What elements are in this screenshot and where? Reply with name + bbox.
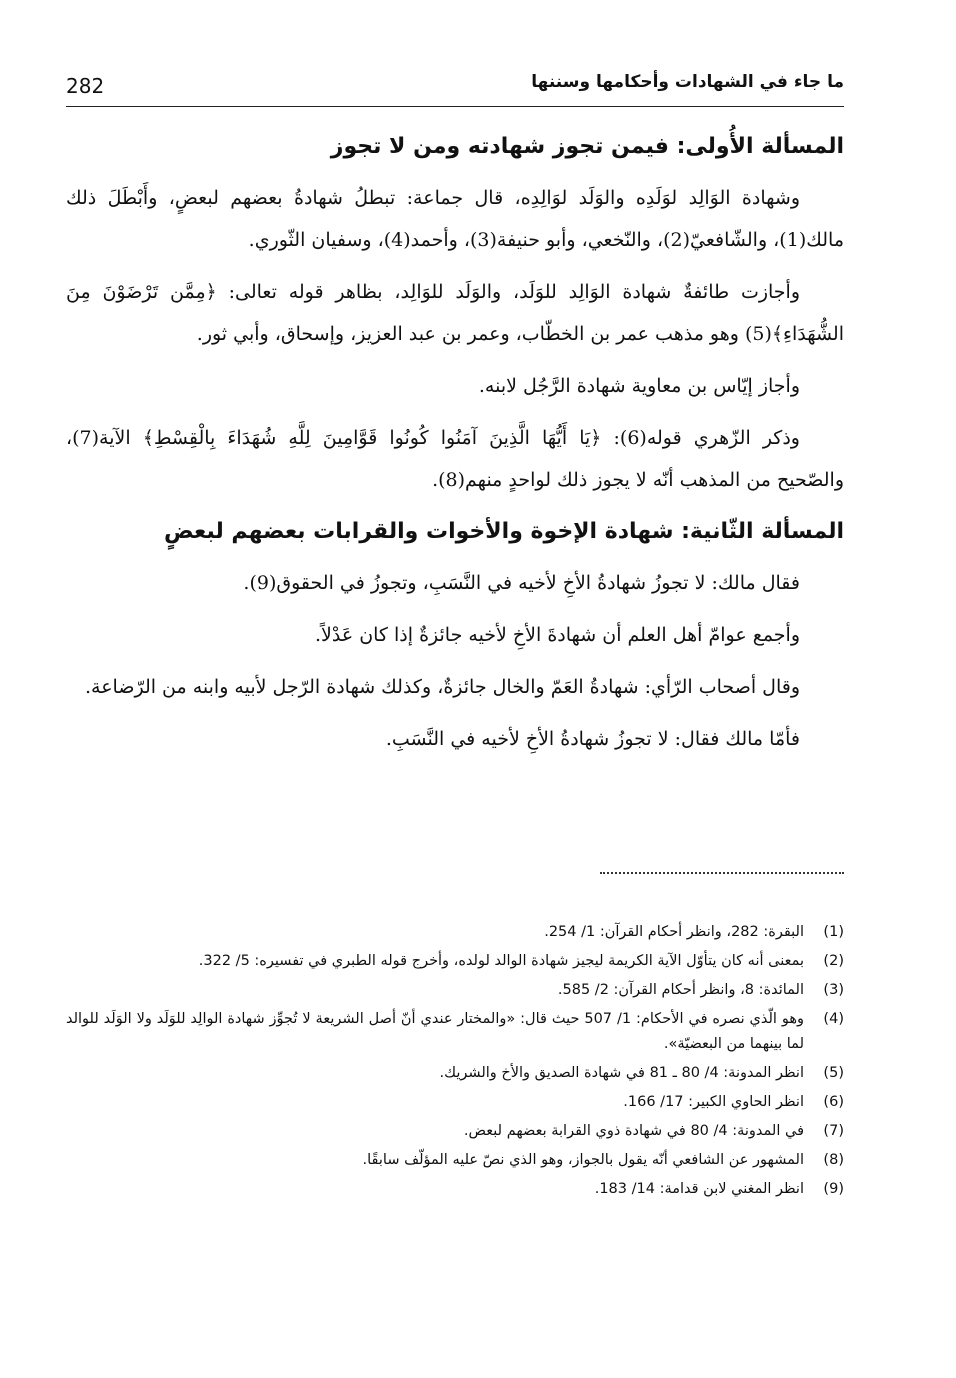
section-heading-1: المسألة الأُولى: فيمن تجوز شهادته ومن لا تجوز	[330, 134, 844, 159]
section-heading-2: المسألة الثّانية: شهادة الإخوة والأخوات والقرابات بعضهم لبعضٍ	[164, 518, 844, 544]
footnote	[66, 920, 844, 945]
footnote-text: انظر المدونة: 4/ 80 ـ 81 في شهادة الصديق والأخ والشريك.	[439, 1065, 804, 1081]
paragraph: فأمّا مالك فقال: لا تجوزُ شهادةُ الأخِ لأخيه في النَّسَبِ.	[385, 727, 800, 750]
footnote-number: (5)	[823, 1065, 844, 1081]
footnote-text: المشهور عن الشافعي أنّه يقول بالجواز، وهو الذي نصّ عليه المؤلّف سابقًا.	[362, 1152, 804, 1168]
footnote-text: وهو الّذي نصره في الأحكام: 1/ 507 حيث قال: «والمختار عندي أنّ أصل الشريعة لا تُجوِّز شهادة الوالِد للوَلَد ولا الوَلَد للوالد لما بينهما من البعضيّة».	[66, 1011, 805, 1052]
main-text	[66, 118, 844, 770]
footnote-text: انظر الحاوي الكبير: 17/ 166.	[623, 1094, 804, 1110]
footnote	[66, 949, 844, 974]
paragraph: وأجازت طائفةٌ شهادة الوَالِد للوَلَد، والوَلَد للوَالِد، بظاهر قوله تعالى: ﴿مِمَّن تَرْضَوْنَ مِنَ الشُّهَدَاءِ﴾(5) وهو مذهب عمر بن الخطّاب، وعمر بن عبد العزيز، وإسحاق، وأبي ثور.	[66, 280, 844, 345]
footnote	[66, 978, 844, 1003]
footnote	[66, 1061, 844, 1086]
footnote-text: البقرة: 282، وانظر أحكام القرآن: 1/ 254.	[544, 924, 804, 940]
footnote-number: (4)	[823, 1011, 844, 1027]
footnote-number: (3)	[823, 982, 844, 998]
footnote-text: في المدونة: 4/ 80 في شهادة ذوي القرابة بعضهم لبعض.	[463, 1123, 804, 1139]
footnote-number: (8)	[823, 1152, 844, 1168]
footnote-text: المائدة: 8، وانظر أحكام القرآن: 2/ 585.	[557, 982, 804, 998]
footnote	[66, 1090, 844, 1115]
running-title: ما جاء في الشهادات وأحكامها وسننها	[531, 72, 844, 92]
footnote-number: (7)	[823, 1123, 844, 1139]
footnote-number: (1)	[823, 924, 844, 940]
footnote-number: (9)	[823, 1181, 844, 1197]
page-header	[66, 72, 844, 107]
footnote	[66, 1119, 844, 1144]
paragraph: وذكر الزّهري قوله(6): ﴿يَا أَيُّهَا الَّذِينَ آمَنُوا كُونُوا قَوَّامِينَ لِلَّهِ شُهَدَاءَ بِالْقِسْطِ﴾ الآية(7)، والصّحيح من المذهب أنّه لا يجوز ذلك لواحدٍ منهم(8).	[66, 426, 844, 491]
paragraph: وأجاز إيّاس بن معاوية شهادة الرَّجُل لابنه.	[478, 374, 800, 397]
paragraph: وأجمع عوامّ أهل العلم أن شهادةَ الأخِ لأخيه جائزةٌ إذا كان عَدْلاً.	[314, 623, 800, 646]
page-number: 282	[66, 74, 105, 98]
footnote-number: (6)	[823, 1094, 844, 1110]
paragraph: فقال مالك: لا تجوزُ شهادةُ الأخِ لأخيه في النَّسَبِ، وتجوزُ في الحقوق(9).	[243, 571, 800, 594]
footnote-separator	[600, 872, 844, 874]
footnotes	[66, 920, 844, 1206]
footnote-text: بمعنى أنه كان يتأوّل الآية الكريمة ليجيز شهادة الوالد لولده، وأخرج قوله الطبري في تفسيره: 5/ 322.	[198, 953, 804, 969]
paragraph: وشهادة الوَالِد لوَلَدِه والوَلَد لوَالِدِه، قال جماعة: تبطلُ شهادةُ بعضهم لبعضٍ، وأَبْطَلَ ذلك مالك(1)، والشّافعيّ(2)، والنّخعي، وأبو حنيفة(3)، وأحمد(4)، وسفيان الثّوري.	[66, 186, 844, 251]
footnote-number: (2)	[823, 953, 844, 969]
footnote	[66, 1007, 844, 1057]
paragraph: وقال أصحاب الرّأي: شهادةُ العَمّ والخال جائزةٌ، وكذلك شهادة الرّجل لأبيه وابنه من الرّضاعة.	[84, 675, 800, 698]
footnote-text: انظر المغني لابن قدامة: 14/ 183.	[594, 1181, 804, 1197]
footnote	[66, 1177, 844, 1202]
footnote	[66, 1148, 844, 1173]
